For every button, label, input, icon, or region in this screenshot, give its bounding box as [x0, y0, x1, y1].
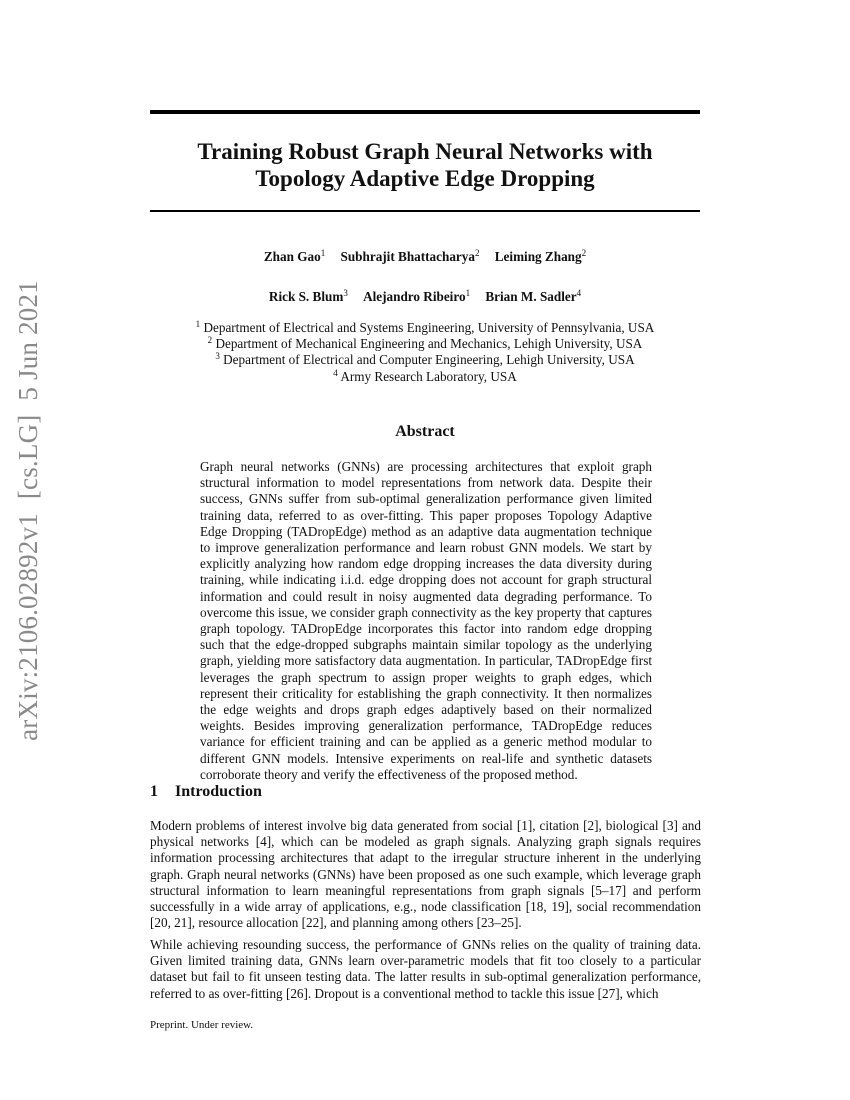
paper-title-line-1: Training Robust Graph Neural Networks with [197, 139, 653, 164]
paper-title-line-2: Topology Adaptive Edge Dropping [255, 166, 595, 191]
author-row-2 [150, 289, 700, 305]
author-name: Subhrajit Bhattacharya [340, 249, 475, 264]
author-name: Leiming Zhang [494, 249, 582, 264]
title-top-rule [150, 110, 700, 114]
author [269, 289, 348, 304]
author-affiliation-mark: 3 [343, 288, 348, 298]
intro-paragraph-2: While achieving resounding success, the performance of GNNs relies on the quality of training data. Given limited training data, GNNs learn over-parametric models that fit too closely to a particular dataset but fail to fit unseen testing data. The latter results in sub-optimal generalization performance, referred to as over-fitting [26]. Dropout is a conventional method to tackle this issue [27], which [150, 937, 701, 1001]
affiliation-line [150, 336, 700, 352]
affiliation-text: Army Research Laboratory, USA [340, 368, 517, 384]
author [363, 289, 470, 304]
affiliation-number: 4 [333, 367, 338, 378]
affiliation-line [150, 320, 700, 336]
author-affiliation-mark: 1 [465, 288, 471, 298]
title-bottom-rule [150, 210, 700, 212]
affiliation-line [150, 352, 700, 368]
author-affiliation-mark: 1 [320, 248, 326, 258]
affiliations [150, 320, 700, 385]
author [495, 249, 586, 264]
section-heading-introduction [150, 783, 262, 801]
arxiv-identifier-text: arXiv:2106.02892v1 [cs.LG] 5 Jun 2021 [12, 279, 43, 741]
affiliation-text: Department of Electrical and Systems Engineering, University of Pennsylvania, USA [203, 320, 655, 335]
section-title: Introduction [175, 783, 262, 800]
author [264, 249, 325, 264]
author-name: Alejandro Ribeiro [363, 289, 466, 304]
abstract-body: Graph neural networks (GNNs) are processing architectures that exploit graph structural information to model representations from network data. Despite their success, GNNs suffer from sub-optimal generalization performance given limited training data, referred to as over-fitting. This paper proposes Topology Adaptive Edge Dropping (TADropEdge) method as an adaptive data augmentation technique to improve generalization performance and learn robust GNN models. We start by explicitly analyzing how random edge dropping increases the data diversity during training, while indicating i.i.d. edge dropping does not account for graph structural information and could result in noisy augmented data degrading performance. To overcome this issue, we consider graph connectivity as the key property that captures graph topology. TADropEdge incorporates this factor into random edge dropping such that the edge-dropped subgraphs maintain similar topology as the underlying graph, yielding more satisfactory data augmentation. In particular, TADropEdge first leverages the graph spectrum to assign proper weights to graph edges, which represent their criticality for establishing the graph connectivity. It then normalizes the edge weights and drops graph edges adaptively based on their normalized weights. Besides improving generalization performance, TADropEdge reduces variance for efficient training and can be applied as a generic method modular to different GNN models. Intensive experiments on real-life and synthetic datasets corroborate theory and verify the effectiveness of the proposed method. [200, 459, 652, 782]
paper-title [150, 138, 700, 192]
author-row-1 [150, 249, 700, 265]
author [341, 249, 480, 264]
affiliation-number: 3 [215, 351, 220, 362]
affiliation-number: 1 [195, 319, 201, 329]
affiliation-number: 2 [207, 335, 213, 346]
abstract-heading: Abstract [395, 423, 455, 440]
footer-note: Preprint. Under review. [150, 1019, 254, 1031]
author-affiliation-mark: 2 [474, 248, 480, 258]
author-affiliation-mark: 2 [581, 248, 587, 258]
affiliation-text: Department of Electrical and Computer Engineering, Lehigh University, USA [223, 352, 635, 368]
affiliation-line [150, 369, 700, 385]
author-affiliation-mark: 4 [576, 288, 582, 298]
affiliation-text: Department of Mechanical Engineering and Mechanics, Lehigh University, USA [215, 336, 643, 352]
author-name: Zhan Gao [263, 249, 321, 264]
intro-paragraph-1: Modern problems of interest involve big data generated from social [1], citation [2], biological [3] and physical networks [4], which can be modeled as graph signals. Analyzing graph signals requires information processing architectures that adapt to the irregular structure inherent in the underlying graph. Graph neural networks (GNNs) have been proposed as one such example, which leverage graph structural information to learn meaningful representations from graph signals [5–17] and perform successfully in a wide array of applications, e.g., node classification [18, 19], social recommendation [20, 21], resource allocation [22], and planning among others [23–25]. [150, 818, 701, 931]
author-name: Rick S. Blum [268, 289, 344, 304]
arxiv-identifier-stamp [8, 279, 48, 741]
section-number: 1 [150, 783, 158, 800]
author-name: Brian M. Sadler [485, 289, 577, 304]
author [485, 289, 581, 304]
